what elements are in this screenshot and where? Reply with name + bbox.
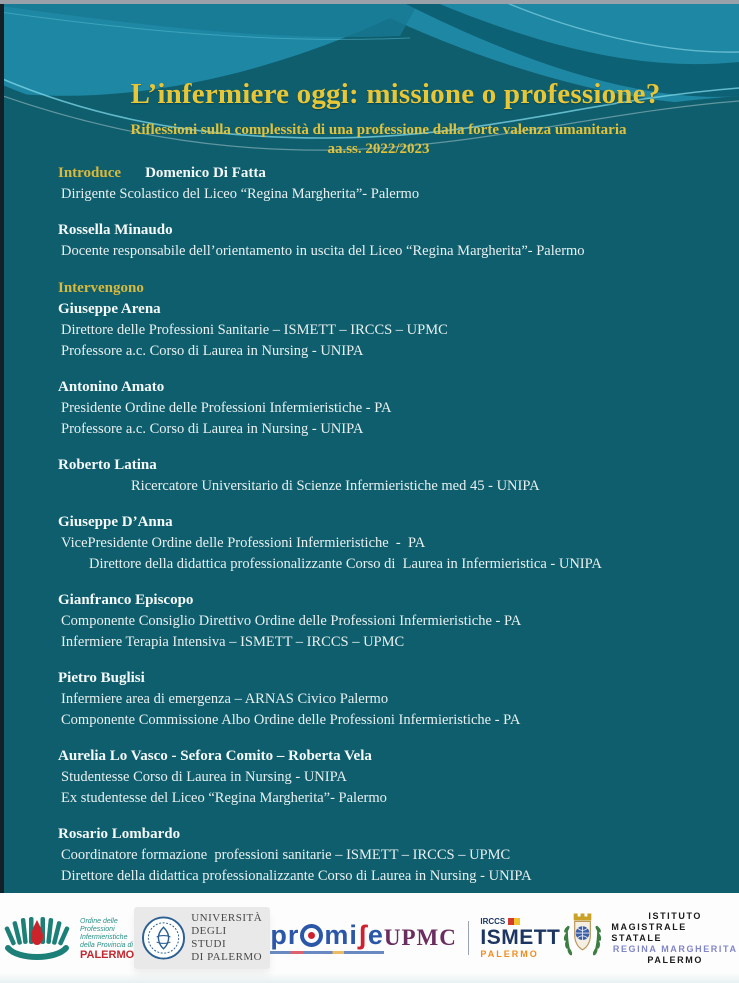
speaker-role: Ex studentesse del Liceo “Regina Margherita”- Palermo [61, 790, 387, 806]
unipa-text-line: UNIVERSITÀ [191, 912, 263, 924]
promise-logo [270, 922, 384, 954]
speakers-section-label: Intervengono [58, 280, 144, 296]
poster-content [0, 78, 739, 887]
speaker-name: Giuseppe D’Anna [58, 514, 173, 530]
logo-divider [468, 921, 470, 955]
top-border-bar [0, 0, 739, 4]
speakers-list [58, 299, 739, 887]
logo-strip [0, 893, 739, 983]
speaker-role: Direttore delle Professioni Sanitarie – ISMETT – IRCCS – UPMC [61, 322, 448, 338]
speaker-role: VicePresidente Ordine delle Professioni Infermieristiche - PA [61, 535, 426, 551]
sicily-flag-icon [508, 918, 520, 925]
opi-text-line: Professioni [80, 925, 115, 933]
speaker-role: Studentesse Corso di Laurea in Nursing - UNIPA [61, 769, 347, 785]
speaker-role: Direttore della didattica professionalizzante Corso di Laurea in Infermieristica - UNIPA [89, 556, 602, 572]
speaker-block [58, 377, 739, 440]
coordinator-block [58, 220, 739, 262]
school-city-line: PALERMO [647, 954, 703, 965]
speaker-role: Professore a.c. Corso di Laurea in Nursing - UNIPA [61, 343, 364, 359]
ismett-wordmark: ISMETT [480, 926, 561, 949]
introduce-label: Introduce [58, 165, 122, 181]
speaker-name: Rosario Lombardo [58, 826, 181, 842]
opi-hands-flame-icon [0, 910, 74, 966]
left-border-bar [0, 4, 4, 893]
speaker-role: Direttore della didattica professionalizzante Corso di Laurea in Nursing - UNIPA [61, 868, 532, 884]
page-title: L’infermiere oggi: missione o professione? [130, 78, 661, 110]
speaker-name: Gianfranco Episcopo [58, 592, 194, 608]
promise-letters: mi [324, 920, 358, 950]
unipa-text-line: DEGLI STUDI [191, 925, 227, 950]
promise-tagline-strip [270, 951, 384, 954]
speaker-block [58, 299, 739, 362]
unipa-text-line: DI PALERMO [191, 951, 263, 963]
speaker-role: Componente Commissione Albo Ordine delle Professioni Infermieristiche - PA [61, 712, 521, 728]
school-name-line: REGINA MARGHERITA [612, 943, 738, 954]
promise-o-target-icon [300, 924, 323, 947]
school-name-line: ISTITUTO [648, 910, 703, 921]
unipa-logo [134, 907, 270, 969]
opi-text-line: della Provincia di [80, 941, 133, 949]
speaker-role: Coordinatore formazione professioni sanitarie – ISMETT – IRCCS – UPMC [61, 847, 511, 863]
school-crest-icon [560, 909, 605, 967]
speaker-role: Docente responsabile dell’orientamento in uscita del Liceo “Regina Margherita”- Palermo [61, 243, 585, 259]
opi-city-label: PALERMO [80, 948, 135, 961]
speaker-name: Aurelia Lo Vasco - Sefora Comito – Roberta Vela [58, 748, 372, 764]
speaker-name: Pietro Buglisi [58, 670, 145, 686]
promise-s-glyph: ʃ [357, 920, 368, 950]
speaker-block [58, 668, 739, 731]
upmc-ismett-logo [384, 916, 560, 960]
speaker-role: Ricercatore Universitario di Scienze Infermieristiche med 45 - UNIPA [131, 478, 540, 494]
speaker-block [58, 824, 739, 887]
opi-text-line: Infermieristiche [80, 933, 128, 941]
school-name-line: MAGISTRALE STATALE [611, 921, 687, 943]
upmc-wordmark: UPMC [383, 925, 457, 950]
speaker-role: Presidente Ordine delle Professioni Infermieristiche - PA [61, 400, 392, 416]
speaker-role: Infermiere area di emergenza – ARNAS Civico Palermo [61, 691, 389, 707]
ismett-city-label: PALERMO [480, 949, 539, 959]
opi-text-line: Ordine delle [80, 917, 118, 925]
intro-block [58, 163, 739, 205]
speaker-block [58, 455, 739, 497]
speaker-name: Antonino Amato [58, 379, 165, 395]
speaker-role: Infermiere Terapia Intensiva – ISMETT – IRCCS – UPMC [61, 634, 405, 650]
speaker-block [58, 512, 739, 575]
promise-letters: pr [270, 920, 300, 950]
school-year: aa.ss. 2022/2023 [327, 141, 430, 157]
speaker-role: Componente Consiglio Direttivo Ordine delle Professioni Infermieristiche - PA [61, 613, 522, 629]
unipa-crest-icon [141, 915, 186, 961]
speaker-role: Dirigente Scolastico del Liceo “Regina Margherita”- Palermo [61, 186, 420, 202]
speaker-name: Roberto Latina [58, 457, 157, 473]
speaker-name: Rossella Minaudo [58, 222, 173, 238]
regina-margherita-logo [560, 909, 739, 967]
irccs-label: IRCCS [480, 917, 506, 926]
speaker-role: Professore a.c. Corso di Laurea in Nursing - UNIPA [61, 421, 364, 437]
promise-letters: e [367, 920, 384, 950]
speaker-block [58, 590, 739, 653]
speaker-block [58, 746, 739, 809]
page-subtitle: Riflessioni sulla complessità di una professione dalla forte valenza umanitaria [130, 122, 627, 138]
speaker-name: Giuseppe Arena [58, 301, 161, 317]
speaker-name: Domenico Di Fatta [145, 165, 266, 181]
opi-palermo-logo [0, 910, 134, 966]
